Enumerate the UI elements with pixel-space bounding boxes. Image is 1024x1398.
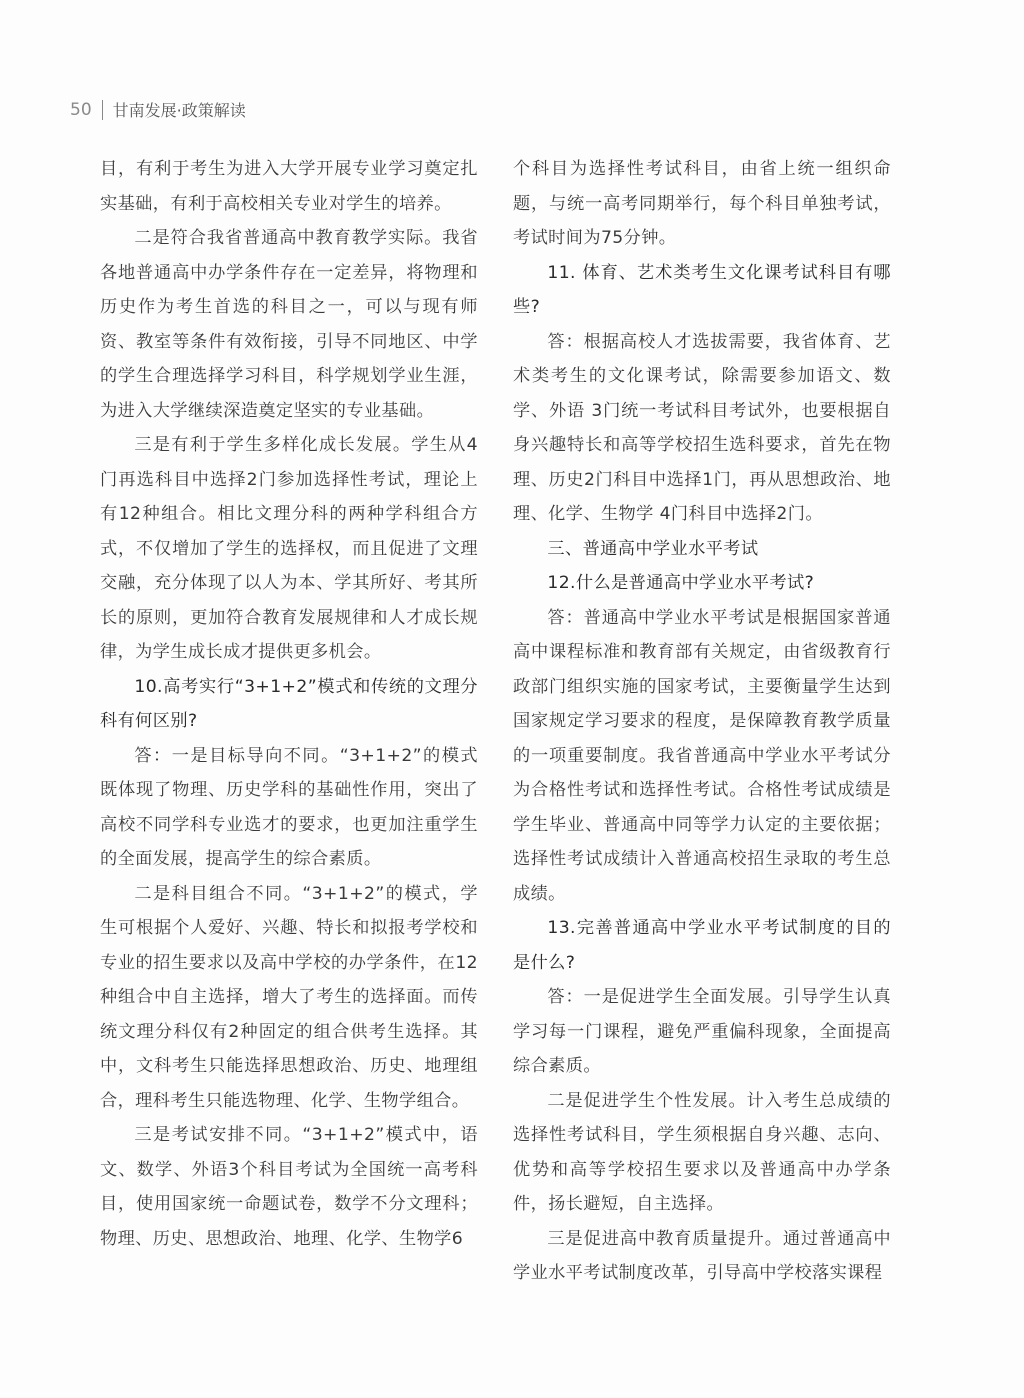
paragraph: 三是考试安排不同。“3+1+2”模式中，语文、数学、外语3个科目考试为全国统一高考科目，使用国家统一命题试卷，数学不分文理科；物理、历史、思想政治、地理、化学、生物学6: [100, 1125, 478, 1249]
paragraph-continuation: 个科目为选择性考试科目，由省上统一组织命题，与统一高考同期举行，每个科目单独考试，考试时间为75分钟。: [513, 159, 891, 248]
paragraph-continuation: 目，有利于考生为进入大学开展专业学习奠定扎实基础，有利于高校相关专业对学生的培养。: [100, 159, 478, 214]
section-title: 甘南发展·政策解读: [112, 101, 246, 120]
header-divider: [102, 100, 103, 120]
paragraph: 三是促进高中教育质量提升。通过普通高中学业水平考试制度改革，引导高中学校落实课程: [513, 1228, 891, 1283]
question-heading: 11. 体育、艺术类考生文化课考试科目有哪些?: [513, 262, 891, 317]
question-heading: 12.什么是普通高中学业水平考试?: [547, 573, 815, 593]
paragraph: 二是符合我省普通高中教育教学实际。我省各地普通高中办学条件存在一定差异，将物理和历史作为考生首选的科目之一，可以与现有师资、教室等条件有效衔接，引导不同地区、中学的学生合理选择学习科目，科学规划学业生涯，为进入大学继续深造奠定坚实的专业基础。: [100, 228, 478, 421]
page-number: 50: [70, 99, 92, 120]
paragraph: 二是促进学生个性发展。计入考生总成绩的选择性考试科目，学生须根据自身兴趣、志向、优势和高等学校招生要求以及普通高中办学条件，扬长避短，自主选择。: [513, 1090, 891, 1214]
paragraph: 答：一是促进学生全面发展。引导学生认真学习每一门课程，避免严重偏科现象，全面提高综合素质。: [513, 987, 891, 1076]
paragraph: 答：一是目标导向不同。“3+1+2”的模式既体现了物理、历史学科的基础性作用，突出了高校不同学科专业选才的要求，也更加注重学生的全面发展，提高学生的综合素质。: [100, 745, 478, 869]
section-heading: 三、普通高中学业水平考试: [547, 538, 759, 559]
question-heading: 10.高考实行“3+1+2”模式和传统的文理分科有何区别?: [100, 676, 478, 731]
left-column: [100, 152, 478, 1256]
right-column: [513, 152, 891, 1291]
question-heading: 13.完善普通高中学业水平考试制度的目的是什么?: [513, 918, 891, 973]
paragraph: 二是科目组合不同。“3+1+2”的模式，学生可根据个人爱好、兴趣、特长和拟报考学校和专业的招生要求以及高中学校的办学条件，在12种组合中自主选择，增大了考生的选择面。而传统文理分科仅有2种固定的组合供考生选择。其中，文科考生只能选择思想政治、历史、地理组合，理科考生只能选物理、化学、生物学组合。: [100, 883, 478, 1111]
paragraph: 三是有利于学生多样化成长发展。学生从4门再选科目中选择2门参加选择性考试，理论上有12种组合。相比文理分科的两种学科组合方式，不仅增加了学生的选择权，而且促进了文理交融，充分体现了以人为本、学其所好、考其所长的原则，更加符合教育发展规律和人才成长规律，为学生成长成才提供更多机会。: [100, 435, 478, 662]
paragraph: 答：根据高校人才选拔需要，我省体育、艺术类考生的文化课考试，除需要参加语文、数学、外语 3门统一考试科目考试外，也要根据自身兴趣特长和高等学校招生选科要求，首先在物理、历史2门科目中选择1门，再从思想政治、地理、化学、生物学 4门科目中选择2门。: [513, 331, 891, 524]
page-header: [70, 98, 246, 121]
paragraph: 答：普通高中学业水平考试是根据国家普通高中课程标准和教育部有关规定，由省级教育行政部门组织实施的国家考试，主要衡量学生达到国家规定学习要求的程度，是保障教育教学质量的一项重要制度。我省普通高中学业水平考试分为合格性考试和选择性考试。合格性考试成绩是学生毕业、普通高中同等学力认定的主要依据；选择性考试成绩计入普通高校招生录取的考生总成绩。: [513, 607, 891, 904]
